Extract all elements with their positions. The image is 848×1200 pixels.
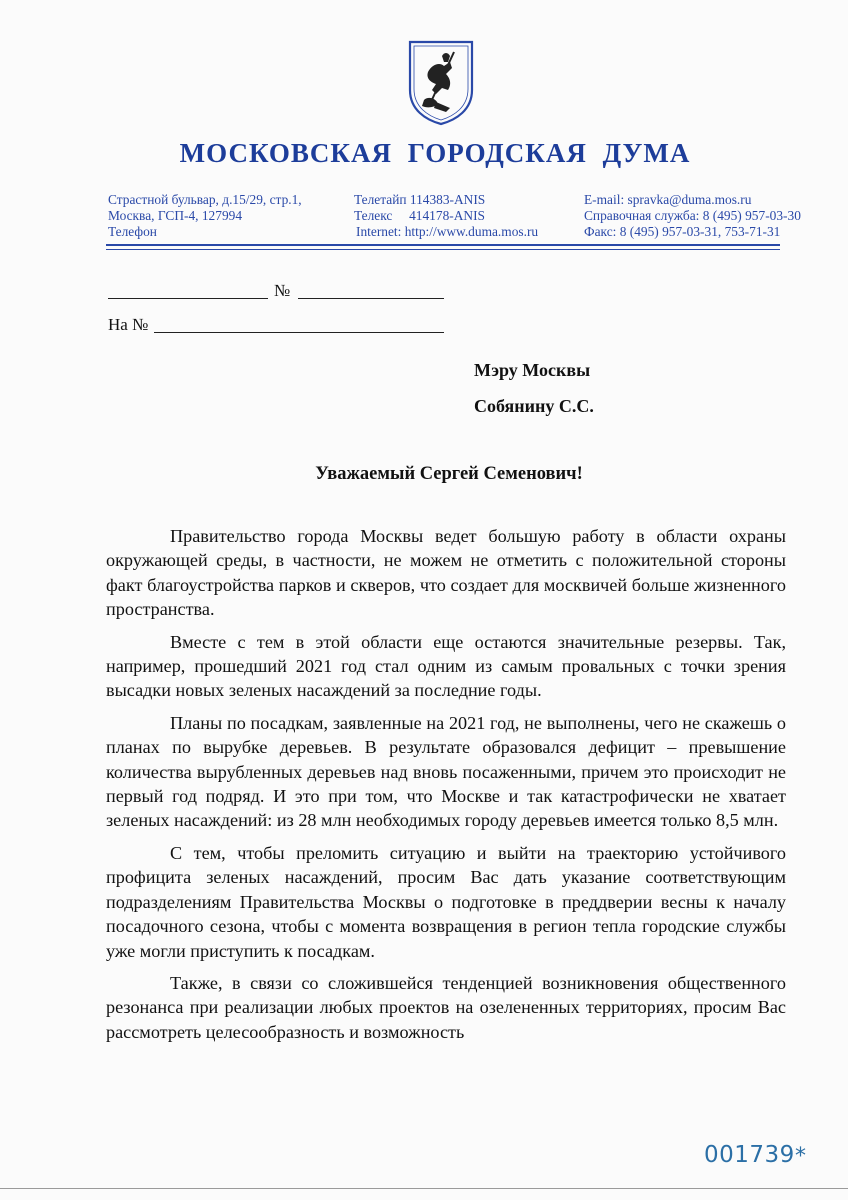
phone-label: Телефон [108, 224, 157, 239]
paragraph: Также, в связи со сложившейся тенденцией возникновения общественного резонанса при реализации любых проектов на озелененных территориях, просим Вас рассмотреть целесообразность и возможность [106, 972, 786, 1042]
header-divider [106, 244, 780, 246]
telex-line: Телекс 414178-ANIS [354, 208, 485, 223]
paragraph: Правительство города Москвы ведет большую работу в области охраны окружающей среды, в частности, не можем не отметить с положительной стороны факт благоустройства парков и скверов, что создает для москвичей больше жизненного пространства. [106, 526, 786, 620]
email-line: E-mail: spravka@duma.mos.ru [584, 192, 752, 207]
number-field-line [298, 298, 444, 299]
paragraph: Вместе с тем в этой области еще остаются значительные резервы. Так, например, прошедший 2021 год стал одним из самым провальных с точки зрения высадки новых зеленых насаждений за последние годы. [106, 631, 786, 701]
address-line: Страстной бульвар, д.15/29, стр.1, [108, 192, 302, 207]
address-block [108, 192, 302, 240]
serial-number: 001739 [704, 1142, 795, 1168]
contacts-block [584, 192, 801, 240]
paragraph: С тем, чтобы преломить ситуацию и выйти на траекторию устойчивого профицита зеленых насаждений, просим Вас дать указание соответствующим подразделениям Правительства Москвы о подготовке в преддверии весны к началу посадочного сезона, чтобы с момента возвращения в регион тепла городские службы уже могли приступить к посадкам. [106, 842, 786, 961]
help-desk-line: Справочная служба: 8 (495) 957-03-30 [584, 208, 801, 223]
address-line: Москва, ГСП-4, 127994 [108, 208, 243, 223]
letter-body [106, 524, 786, 1052]
addressee-title: Мэру Москвы [474, 360, 591, 380]
internet-line: Internet: http://www.duma.mos.ru [356, 224, 539, 239]
header-divider-thin [106, 249, 780, 250]
addressee-name: Собянину С.С. [474, 396, 594, 416]
number-sign: № [274, 281, 291, 300]
scan-edge [0, 1188, 848, 1189]
moscow-coat-of-arms-icon [406, 38, 476, 126]
telecom-block [354, 192, 538, 240]
org-name: МОСКОВСКАЯ ГОРОДСКАЯ ДУМА [179, 138, 691, 168]
in-reply-field-line [154, 332, 444, 333]
serial-mark: * [795, 1144, 806, 1169]
paragraph: Планы по посадкам, заявленные на 2021 год, не выполнены, чего не скажешь о планах по вырубке деревьев. В результате образовался дефицит – превышение количества вырубленных деревьев над вновь посаженными, причем это происходит не первый год подряд. И это при том, что Москве и так катастрофически не хватает зеленых насаждений: из 28 млн необходимых городу деревьев имеется только 8,5 млн. [106, 712, 786, 831]
salutation: Уважаемый Сергей Семенович! [315, 464, 583, 484]
teletype-line: Телетайп 114383-ANIS [354, 192, 486, 207]
date-field-line [108, 298, 268, 299]
fax-line: Факс: 8 (495) 957-03-31, 753-71-31 [584, 224, 781, 239]
in-reply-label: На № [108, 315, 149, 334]
